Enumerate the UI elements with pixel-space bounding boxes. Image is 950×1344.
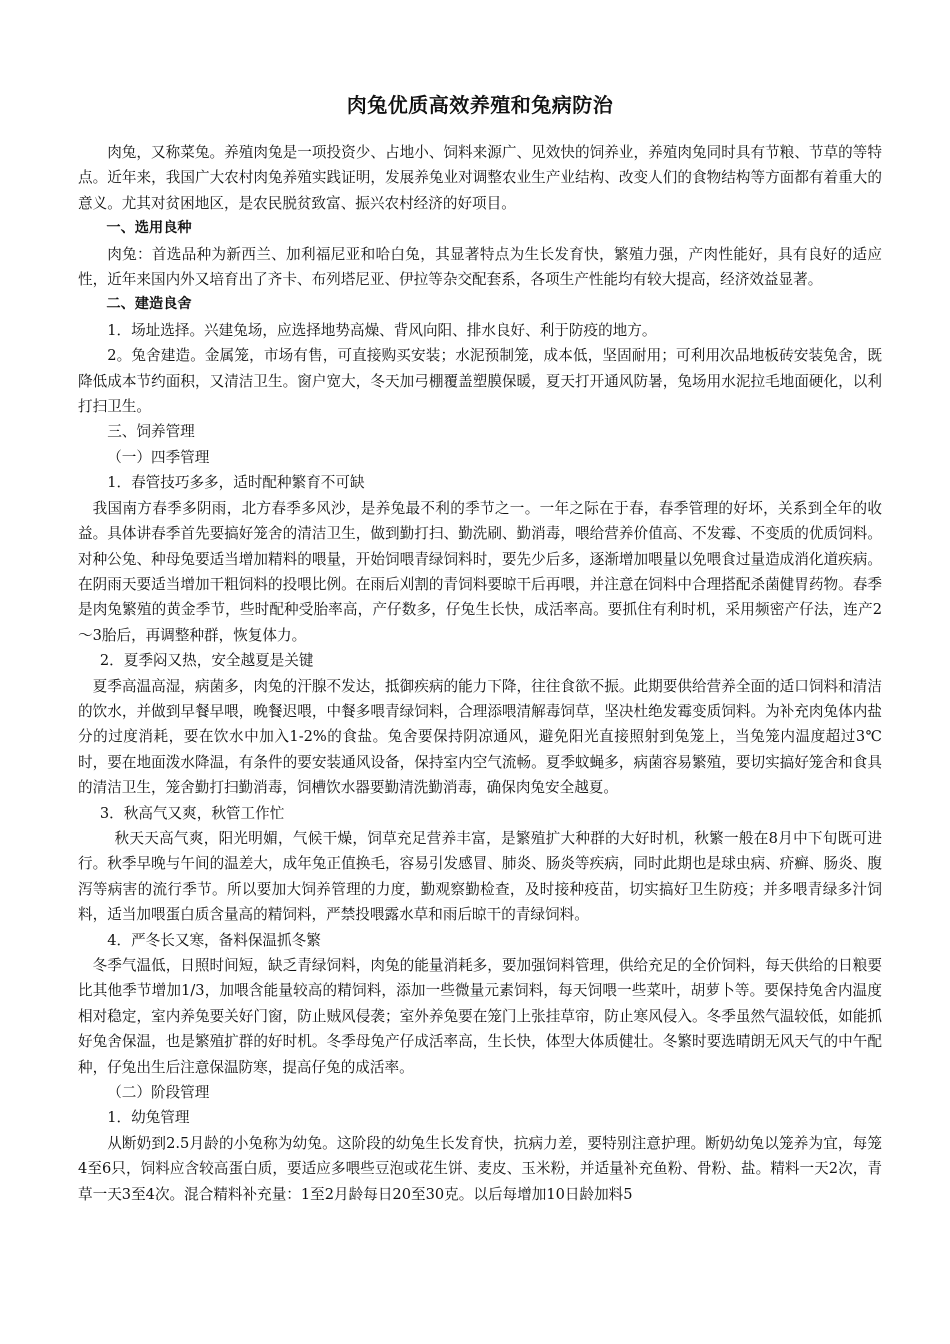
section-2-item-2: 2。兔舍建造。金属笼，市场有售，可直接购买安装；水泥预制笼，成本低，坚固耐用；可利用次品地板砖安装兔舍，既降低成本节约面积，又清洁卫生。窗户宽大，冬天加弓棚覆盖塑膜保暖，夏天打开通风防暑，兔场用水泥拉毛地面硬化，以利打扫卫生。	[78, 347, 882, 416]
autumn-body: 秋天天高气爽，阳光明媚，气候干燥，饲草充足营养丰富，是繁殖扩大种群的大好时机，秋繁一般在8月中下旬既可进行。秋季早晚与午间的温差大，成年兔正值换毛，容易引发感冒、肺炎、肠炎等疾病，同时此期也是球虫病、疥癣、肠炎、腹泻等病害的流行季节。所以要加大饲养管理的力度，勤观察勤检查，及时接种疫苗，切实搞好卫生防疫；并多喂青绿多汁饲料，适当加喂蛋白质含量高的精饲料，严禁投喂露水草和雨后晾干的青绿饲料。	[78, 829, 882, 924]
document-title: 肉兔优质高效养殖和兔病防治	[346, 93, 614, 117]
summer-body: 夏季高温高湿，病菌多，肉兔的汗腺不发达，抵御疾病的能力下降，往往食欲不振。此期要供给营养全面的适口饲料和清洁的饮水，并做到早餐早喂，晚餐迟喂，中餐多喂青绿饲料，合理添喂清解毒饲草，坚决杜绝发霉变质饲料。为补充肉兔体内盐分的过度消耗，要在饮水中加入1-2%的食盐。兔舍要保持阴凉通风，避免阳光直接照射到兔笼上，当兔笼内温度超过3℃时，要在地面泼水降温，有条件的要安装通风设备，保持室内空气流畅。夏季蚊蝇多，病菌容易繁殖，要切实搞好笼舍和食具的清洁卫生，笼舍勤打扫勤消毒，饲槽饮水器要勤清洗勤消毒，确保肉兔安全越夏。	[78, 677, 882, 797]
subsection-1-heading: （一）四季管理	[107, 448, 210, 466]
section-2-heading: 二、建造良舍	[106, 296, 192, 313]
young-rabbit-heading: 1．幼兔管理	[107, 1109, 190, 1127]
section-1-heading: 一、选用良种	[106, 220, 192, 237]
section-1-body: 肉兔：首选品种为新西兰、加利福尼亚和哈白兔，其显著特点为生长发育快，繁殖力强，产肉性能好，具有良好的适应性，近年来国内外又培育出了齐卡、布列塔尼亚、伊拉等杂交配套系，各项生产性能均有较大提高，经济效益显著。	[78, 245, 882, 289]
subsection-2-heading: （二）阶段管理	[107, 1084, 210, 1102]
intro-paragraph: 肉兔，又称菜兔。养殖肉兔是一项投资少、占地小、饲料来源广、见效快的饲养业，养殖肉兔同时具有节粮、节草的等特点。近年来，我国广大农村肉兔养殖实践证明，发展养兔业对调整农业生产业结构、改变人们的食物结构等方面都有着重大的意义。尤其对贫困地区，是农民脱贫致富、振兴农村经济的好项目。	[78, 144, 882, 212]
winter-heading: 4．严冬长又寒，备料保温抓冬繁	[107, 931, 321, 949]
document-page	[78, 92, 882, 1207]
section-3-heading: 三、饲养管理	[107, 423, 195, 441]
winter-body: 冬季气温低，日照时间短，缺乏青绿饲料，肉兔的能量消耗多，要加强饲料管理，供给充足的全价饲料，每天供给的日粮要比其他季节增加1/3，加喂含能量较高的精饲料，添加一些微量元素饲料，每天饲喂一些菜叶，胡萝卜等。要保持兔舍内温度相对稳定，室内养兔要关好门窗，防止贼风侵袭；室外养兔要在笼门上张挂草帘，防止寒风侵入。冬季虽然气温较低，如能抓好兔舍保温，也是繁殖扩群的好时机。冬季母兔产仔成活率高，生长快，体型大体质健壮。冬繁时要选晴朗无风天气的中午配种，仔兔出生后注意保温防寒，提高仔兔的成活率。	[78, 957, 882, 1076]
autumn-heading: 3．秋高气又爽，秋管工作忙	[99, 804, 285, 822]
section-2-item-1: 1．场址选择。兴建兔场，应选择地势高燥、背风向阳、排水良好、利于防疫的地方。	[107, 321, 657, 339]
spring-body: 我国南方春季多阴雨，北方春季多风沙，是养兔最不利的季节之一。一年之际在于春，春季管理的好坏，关系到全年的收益。具体讲春季首先要搞好笼舍的清洁卫生，做到勤打扫、勤洗刷、勤消毒，喂给营养价值高、不发霉、不变质的优质饲料。对种公兔、种母兔要适当增加精料的喂量，开始饲喂青绿饲料时，要先少后多，逐渐增加喂量以免喂食过量造成消化道疾病。在阴雨天要适当增加干粗饲料的投喂比例。在雨后刈割的青饲料要晾干后再喂，并注意在饲料中合理搭配杀菌健胃药物。春季是肉兔繁殖的黄金季节，些时配种受胎率高，产仔数多，仔兔生长快，成活率高。要抓住有利时机，采用频密产仔法，连产2～3胎后，再调整种群，恢复体力。	[78, 499, 882, 644]
young-rabbit-body: 从断奶到2.5月龄的小兔称为幼兔。这阶段的幼兔生长发育快，抗病力差，要特别注意护理。断奶幼兔以笼养为宜，每笼4至6只，饲料应含较高蛋白质，要适应多喂些豆泡或花生饼、麦皮、玉米粉，并适量补充鱼粉、骨粉、盐。精料一天2次，青草一天3至4次。混合精料补充量：1至2月龄每日20至30克。以后每增加10日龄加料5	[78, 1134, 882, 1203]
summer-heading: 2．夏季闷又热，安全越夏是关键	[99, 652, 314, 670]
spring-heading: 1．春管技巧多多，适时配种繁育不可缺	[107, 474, 365, 492]
